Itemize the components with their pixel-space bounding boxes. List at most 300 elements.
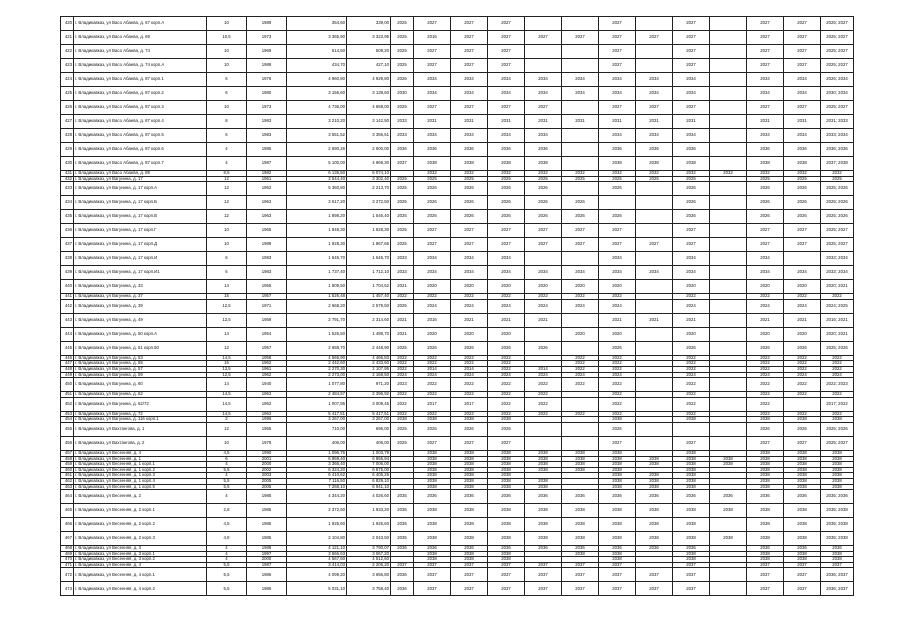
work-year-cell: 2036 (451, 143, 488, 157)
work-year-cell: 2022 (747, 294, 784, 300)
work-year-cell: 2022 (673, 294, 710, 300)
row-number: 469 (61, 551, 74, 557)
wear-cell: 12 (207, 210, 247, 224)
area-total-cell: 3 156,60 (287, 87, 347, 101)
area-living-cell: 1 926,60 (347, 518, 391, 532)
area-living-cell: 6 829,10 (347, 478, 391, 484)
row-number: 473 (61, 582, 74, 596)
wear-cell: 5,5 (207, 562, 247, 568)
row-number: 443 (61, 313, 74, 327)
work-year-cell (636, 59, 673, 73)
year-cell: 1986 (247, 582, 287, 596)
year-cell: 1962 (247, 196, 287, 210)
area-living-cell: 2 213,70 (347, 182, 391, 196)
work-year-cell: 2031 (784, 115, 821, 129)
work-year-cell: 2038 (784, 532, 821, 546)
years-summary-cell: 2032 (821, 171, 854, 177)
row-number: 423 (61, 59, 74, 73)
work-year-cell: 2026 (451, 422, 488, 436)
plan-year-cell: 2036 (391, 582, 414, 596)
work-year-cell: 2038 (747, 473, 784, 479)
address-cell: г. Владикавказ, ул Вагунина, д. 57 (74, 366, 207, 372)
address-cell: г. Владикавказ, ул Вагунина, д. 53 (74, 355, 207, 361)
area-total-cell: 3 551,52 (287, 129, 347, 143)
years-summary-cell: 2038 (821, 450, 854, 456)
work-year-cell: 2038 (599, 456, 636, 462)
year-cell: 2000 (247, 462, 287, 468)
work-year-cell: 2031 (414, 115, 451, 129)
year-cell: 2002 (247, 467, 287, 473)
work-year-cell: 2038 (747, 450, 784, 456)
work-year-cell: 2038 (710, 456, 747, 462)
work-year-cell (710, 518, 747, 532)
area-living-cell: 2 579,50 (347, 299, 391, 313)
work-year-cell: 2026 (673, 210, 710, 224)
row-number: 424 (61, 73, 74, 87)
work-year-cell: 2026 (525, 182, 562, 196)
address-cell: г. Владикавказ, ул Весенняя, д. 1 (74, 456, 207, 462)
work-year-cell: 2022 (562, 361, 599, 367)
work-year-cell: 2024 (562, 372, 599, 378)
work-year-cell: 2038 (784, 417, 821, 423)
address-cell: г. Владикавказ, ул Вагунина, д. 59 (74, 372, 207, 378)
work-year-cell: 2022 (673, 355, 710, 361)
years-summary-cell: 2022 (821, 361, 854, 367)
work-year-cell: 2038 (636, 462, 673, 468)
area-living-cell: 406,00 (347, 436, 391, 450)
work-year-cell: 2026 (784, 341, 821, 355)
work-year-cell: 2025 (784, 176, 821, 182)
area-living-cell: 339,00 (347, 17, 391, 31)
row-number: 455 (61, 422, 74, 436)
address-cell: г. Владикавказ, ул Васо Абаева, д. 87 корп.2 (74, 87, 207, 101)
work-year-cell: 2026 (599, 422, 636, 436)
row-number: 429 (61, 143, 74, 157)
years-summary-cell: 2025; 2027 (821, 17, 854, 31)
work-year-cell: 2024 (525, 372, 562, 378)
wear-cell: 12,5 (207, 313, 247, 327)
work-year-cell: 2022 (525, 397, 562, 411)
year-cell: 2003 (247, 473, 287, 479)
work-year-cell: 2034 (525, 266, 562, 280)
work-year-cell: 2020 (451, 327, 488, 341)
work-year-cell: 2038 (599, 157, 636, 171)
work-year-cell: 2022 (784, 361, 821, 367)
work-year-cell: 2036 (562, 546, 599, 552)
work-year-cell: 2038 (525, 478, 562, 484)
work-year-cell: 2022 (451, 392, 488, 398)
table-row (61, 238, 854, 252)
work-year-cell: 2038 (747, 417, 784, 423)
work-year-cell: 2037 (673, 562, 710, 568)
work-year-cell: 2034 (673, 129, 710, 143)
work-year-cell: 2026 (784, 196, 821, 210)
wear-cell: 6 (207, 73, 247, 87)
area-total-cell: 1 007,86 (287, 397, 347, 411)
row-number: 421 (61, 31, 74, 45)
row-number: 457 (61, 450, 74, 456)
years-summary-cell: 2025; 2027 (821, 45, 854, 59)
work-year-cell: 2027 (784, 17, 821, 31)
row-number: 460 (61, 467, 74, 473)
plan-year-cell: 2021 (391, 327, 414, 341)
work-year-cell (636, 224, 673, 238)
work-year-cell: 2036 (636, 143, 673, 157)
work-year-cell: 2027 (525, 101, 562, 115)
year-cell: 1955 (247, 422, 287, 436)
work-year-cell: 2038 (488, 478, 525, 484)
row-number: 472 (61, 568, 74, 582)
work-year-cell (710, 196, 747, 210)
work-year-cell: 2032 (747, 171, 784, 177)
work-year-cell: 2037 (562, 562, 599, 568)
wear-cell: 10 (207, 224, 247, 238)
work-year-cell: 2022 (562, 411, 599, 417)
area-living-cell: 6 875,00 (347, 467, 391, 473)
plan-year-cell: 2025 (391, 182, 414, 196)
address-cell: г. Владикавказ, ул Вагунина, д. 116 корп.1 (74, 417, 207, 423)
work-year-cell: 2024 (414, 372, 451, 378)
work-year-cell (562, 182, 599, 196)
years-summary-cell: 2025; 2027 (821, 436, 854, 450)
years-summary-cell: 2025; 2026 (821, 422, 854, 436)
area-living-cell: 3 139,60 (347, 87, 391, 101)
work-year-cell: 2038 (414, 473, 451, 479)
years-summary-cell: 2022 (821, 366, 854, 372)
year-cell: 1962 (247, 182, 287, 196)
area-living-cell: 2 168,50 (347, 372, 391, 378)
work-year-cell: 2032 (525, 171, 562, 177)
work-year-cell: 2022 (599, 355, 636, 361)
address-cell: г. Владикавказ, ул Вагунина, д. 17 корп.А (74, 182, 207, 196)
work-year-cell (710, 266, 747, 280)
area-total-cell: 4 567,60 (287, 557, 347, 563)
work-year-cell: 2036 (525, 143, 562, 157)
plan-year-cell: 2025 (391, 196, 414, 210)
work-year-cell: 2022 (784, 378, 821, 392)
row-number: 446 (61, 355, 74, 361)
work-year-cell: 2020 (488, 327, 525, 341)
work-year-cell: 2022 (525, 294, 562, 300)
years-summary-cell: 2022 (821, 392, 854, 398)
year-cell: 1954 (247, 327, 287, 341)
work-year-cell: 2027 (525, 31, 562, 45)
address-cell: г. Владикавказ, ул Вагунина, д. 49 (74, 313, 207, 327)
work-year-cell: 2038 (451, 557, 488, 563)
work-year-cell: 2026 (488, 341, 525, 355)
work-year-cell: 2038 (636, 484, 673, 490)
work-year-cell (710, 59, 747, 73)
work-year-cell: 2026 (488, 422, 525, 436)
work-year-cell: 2027 (414, 224, 451, 238)
work-year-cell: 2038 (673, 532, 710, 546)
work-year-cell: 2038 (784, 473, 821, 479)
work-year-cell: 2026 (488, 196, 525, 210)
work-year-cell: 2026 (562, 196, 599, 210)
area-total-cell: 2 372,60 (287, 504, 347, 518)
years-summary-cell: 2026; 2034 (821, 73, 854, 87)
table-row (61, 582, 854, 596)
work-year-cell: 2038 (599, 467, 636, 473)
area-total-cell: 2 668,20 (287, 299, 347, 313)
work-year-cell: 2032 (784, 171, 821, 177)
years-summary-cell: 2036; 2037 (821, 568, 854, 582)
row-number: 454 (61, 417, 74, 423)
plan-year-cell: 2035 (391, 504, 414, 518)
address-cell: г. Владикавказ, ул Весенняя, д. 1 корп.4 (74, 478, 207, 484)
work-year-cell: 2037 (747, 582, 784, 596)
years-summary-cell: 2025; 2026 (821, 210, 854, 224)
wear-cell: 8,5 (207, 171, 247, 177)
year-cell: 1997 (247, 551, 287, 557)
work-year-cell: 2026 (784, 422, 821, 436)
area-living-cell: 2 448,90 (347, 341, 391, 355)
year-cell: 1983 (247, 252, 287, 266)
work-year-cell: 2026 (451, 182, 488, 196)
address-cell: г. Владикавказ, ул Вагунина, д. 17 корп.Б (74, 196, 207, 210)
work-year-cell: 2036 (673, 143, 710, 157)
table-row (61, 143, 854, 157)
wear-cell: 6 (207, 129, 247, 143)
work-year-cell: 2022 (525, 378, 562, 392)
row-number: 449 (61, 372, 74, 378)
work-year-cell (562, 341, 599, 355)
work-year-cell: 2022 (525, 411, 562, 417)
area-total-cell: 3 267,00 (287, 417, 347, 423)
work-year-cell: 2038 (488, 417, 525, 423)
work-year-cell: 2020 (747, 327, 784, 341)
work-year-cell (562, 143, 599, 157)
work-year-cell: 2038 (747, 157, 784, 171)
work-year-cell: 2032 (414, 171, 451, 177)
area-living-cell: 427,10 (347, 59, 391, 73)
plan-year-cell: 2022 (391, 361, 414, 367)
table-body (61, 17, 854, 596)
work-year-cell: 2038 (451, 551, 488, 557)
work-year-cell: 2031 (747, 115, 784, 129)
address-cell: г. Владикавказ, ул Весенняя, д. 3 корп.2 (74, 557, 207, 563)
work-year-cell: 2038 (414, 478, 451, 484)
work-year-cell: 2036 (562, 490, 599, 504)
row-number: 440 (61, 280, 74, 294)
work-year-cell: 2038 (451, 450, 488, 456)
plan-year-cell: 2035 (391, 532, 414, 546)
work-year-cell: 2027 (784, 238, 821, 252)
work-year-cell: 2038 (525, 157, 562, 171)
area-living-cell: 4 026,60 (347, 490, 391, 504)
work-year-cell: 2038 (414, 462, 451, 468)
table-row (61, 504, 854, 518)
plan-year-cell: 2037 (391, 562, 414, 568)
work-year-cell: 2036 (488, 143, 525, 157)
work-year-cell: 2034 (488, 87, 525, 101)
work-year-cell: 2027 (451, 59, 488, 73)
work-year-cell: 2024 (488, 372, 525, 378)
wear-cell: 15 (207, 294, 247, 300)
plan-year-cell: 2025 (391, 210, 414, 224)
work-year-cell (710, 313, 747, 327)
address-cell: г. Владикавказ, ул Весенняя, д. 1 корп.3 (74, 473, 207, 479)
years-summary-cell: 2017; 2022 (821, 397, 854, 411)
wear-cell: 10 (207, 59, 247, 73)
row-number: 445 (61, 341, 74, 355)
row-number: 448 (61, 366, 74, 372)
work-year-cell: 2022 (673, 392, 710, 398)
row-number: 422 (61, 45, 74, 59)
years-summary-cell: 2016; 2021 (821, 313, 854, 327)
work-year-cell: 2038 (710, 532, 747, 546)
wear-cell: 2 (207, 417, 247, 423)
work-year-cell (710, 252, 747, 266)
address-cell: г. Владикавказ, ул Весенняя, д. 4 корп.1 (74, 568, 207, 582)
area-living-cell: 4 929,80 (347, 73, 391, 87)
work-year-cell: 2038 (784, 478, 821, 484)
area-total-cell: 1 737,40 (287, 266, 347, 280)
work-year-cell: 2037 (562, 582, 599, 596)
work-year-cell: 2017 (451, 397, 488, 411)
work-year-cell: 2038 (747, 518, 784, 532)
wear-cell: 14 (207, 327, 247, 341)
work-year-cell (710, 87, 747, 101)
years-summary-cell: 2033; 2034 (821, 129, 854, 143)
work-year-cell (710, 238, 747, 252)
work-year-cell (784, 397, 821, 411)
work-year-cell: 2020 (747, 280, 784, 294)
work-year-cell: 2027 (525, 224, 562, 238)
work-year-cell: 2036 (599, 546, 636, 552)
years-summary-cell: 2038 (821, 456, 854, 462)
work-year-cell: 2027 (599, 238, 636, 252)
area-total-cell: 1 926,60 (287, 518, 347, 532)
work-year-cell: 2027 (747, 45, 784, 59)
work-year-cell: 2027 (488, 436, 525, 450)
work-year-cell: 2038 (414, 518, 451, 532)
wear-cell: 6 (207, 87, 247, 101)
work-year-cell: 2038 (784, 518, 821, 532)
work-year-cell: 2026 (747, 196, 784, 210)
work-year-cell: 2034 (562, 266, 599, 280)
work-year-cell: 2021 (636, 313, 673, 327)
work-year-cell: 2025 (414, 176, 451, 182)
area-total-cell: 354,60 (287, 17, 347, 31)
work-year-cell: 2038 (525, 467, 562, 473)
table-row (61, 422, 854, 436)
work-year-cell: 2022 (488, 392, 525, 398)
work-year-cell: 2037 (525, 562, 562, 568)
row-number: 464 (61, 490, 74, 504)
address-cell: г. Владикавказ, ул Весенняя, д. 2 корп.2 (74, 518, 207, 532)
work-year-cell: 2034 (525, 129, 562, 143)
work-year-cell: 2036 (599, 143, 636, 157)
work-year-cell: 2027 (414, 45, 451, 59)
row-number: 434 (61, 196, 74, 210)
work-year-cell: 2037 (784, 582, 821, 596)
plan-year-cell: 2025 (391, 17, 414, 31)
work-year-cell: 2022 (673, 366, 710, 372)
row-number: 420 (61, 17, 74, 31)
year-cell: 1985 (247, 518, 287, 532)
years-summary-cell: 2035; 2038 (821, 504, 854, 518)
work-year-cell: 2031 (488, 115, 525, 129)
plan-year-cell: 2035 (391, 490, 414, 504)
work-year-cell: 2022 (599, 361, 636, 367)
area-total-cell: 6 324,20 (287, 467, 347, 473)
table-row (61, 313, 854, 327)
work-year-cell: 2038 (784, 157, 821, 171)
address-cell: г. Владикавказ, ул Вагунина, д. 37 (74, 294, 207, 300)
table-row (61, 17, 854, 31)
area-living-cell: 3 758,40 (347, 582, 391, 596)
work-year-cell: 2020 (525, 280, 562, 294)
wear-cell: 6 (207, 266, 247, 280)
work-year-cell: 2026 (599, 210, 636, 224)
plan-year-cell: 2025 (391, 101, 414, 115)
plan-year-cell: 2037 (391, 157, 414, 171)
work-year-cell: 2038 (747, 467, 784, 473)
work-year-cell: 2025 (562, 176, 599, 182)
work-year-cell: 2024 (414, 299, 451, 313)
work-year-cell: 2038 (562, 504, 599, 518)
area-total-cell: 710,00 (287, 422, 347, 436)
area-total-cell: 1 928,30 (287, 238, 347, 252)
work-year-cell: 2037 (784, 562, 821, 568)
work-year-cell: 2034 (599, 266, 636, 280)
work-year-cell (562, 17, 599, 31)
work-year-cell: 2031 (562, 115, 599, 129)
work-year-cell: 2038 (784, 467, 821, 473)
work-year-cell: 2027 (488, 45, 525, 59)
area-total-cell: 4 099,20 (287, 568, 347, 582)
area-living-cell: 1 457,40 (347, 294, 391, 300)
years-summary-cell: 2025; 2027 (821, 238, 854, 252)
years-summary-cell: 2022 (821, 411, 854, 417)
area-total-cell: 1 849,30 (287, 224, 347, 238)
work-year-cell: 2038 (525, 450, 562, 456)
area-living-cell: 3 067,20 (347, 551, 391, 557)
wear-cell: 4 (207, 557, 247, 563)
work-year-cell: 2034 (414, 87, 451, 101)
work-year-cell: 2038 (599, 557, 636, 563)
work-year-cell: 2038 (451, 532, 488, 546)
table-row (61, 224, 854, 238)
work-year-cell: 2021 (525, 313, 562, 327)
work-year-cell: 2022 (747, 397, 784, 411)
work-year-cell: 2036 (636, 546, 673, 552)
work-year-cell: 2027 (747, 436, 784, 450)
plan-year-cell: 2021 (391, 313, 414, 327)
work-year-cell: 2022 (784, 411, 821, 417)
years-summary-cell: 2038 (821, 484, 854, 490)
year-cell: 1961 (247, 366, 287, 372)
wear-cell: 12 (207, 196, 247, 210)
work-year-cell: 2034 (451, 129, 488, 143)
year-cell: 1940 (247, 378, 287, 392)
work-year-cell (636, 299, 673, 313)
work-year-cell: 2026 (525, 341, 562, 355)
work-year-cell: 2034 (414, 266, 451, 280)
row-number: 462 (61, 478, 74, 484)
work-year-cell: 2022 (414, 392, 451, 398)
work-year-cell: 2027 (562, 238, 599, 252)
years-summary-cell: 2037; 2038 (821, 157, 854, 171)
work-year-cell: 2037 (414, 568, 451, 582)
table-row (61, 182, 854, 196)
table-row (61, 341, 854, 355)
wear-cell: 5,5 (207, 478, 247, 484)
table-row (61, 157, 854, 171)
area-living-cell: 2 600,00 (347, 143, 391, 157)
work-year-cell: 2020 (488, 280, 525, 294)
